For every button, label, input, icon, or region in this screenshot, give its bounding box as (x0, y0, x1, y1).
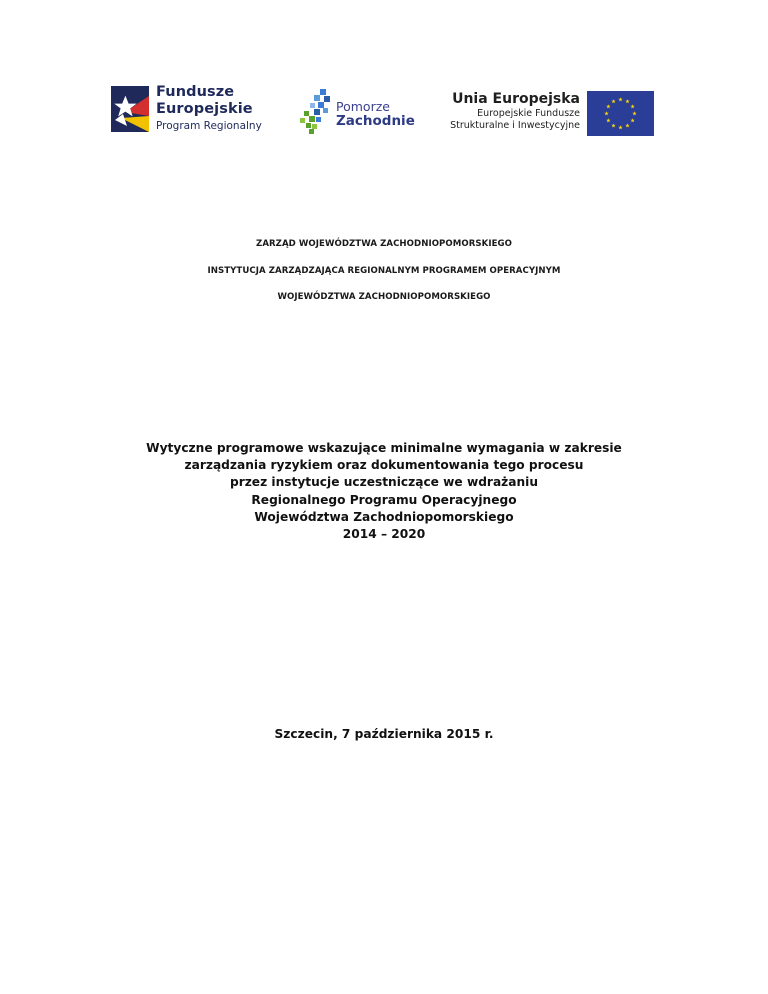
pomorze-zachodnie-emblem-icon (298, 89, 334, 135)
unia-line1: Unia Europejska (452, 91, 580, 107)
header-line-institution: INSTYTUCJA ZARZĄDZAJĄCA REGIONALNYM PROGRAMEM OPERACYJNYM (207, 266, 561, 276)
pomorze-zachodnie-logo (298, 89, 415, 135)
unia-line2: Europejskie Fundusze (477, 108, 580, 119)
header-line-voivodeship: WOJEWÓDZTWA ZACHODNIOPOMORSKIEGO (277, 292, 491, 302)
fundusze-line1: Fundusze (156, 84, 235, 100)
header-line-board: ZARZĄD WOJEWÓDZTWA ZACHODNIOPOMORSKIEGO (256, 239, 512, 249)
place-and-date: Szczecin, 7 października 2015 r. (274, 727, 494, 741)
fundusze-line3: Program Regionalny (156, 120, 262, 132)
title-line: zarządzania ryzykiem oraz dokumentowania tego procesu (184, 458, 584, 473)
fundusze-line2: Europejskie (156, 101, 253, 117)
fundusze-europejskie-logo (111, 84, 271, 136)
title-line: Województwa Zachodniopomorskiego (254, 509, 514, 524)
pomorze-line1: Pomorze (336, 99, 390, 114)
pomorze-zachodnie-text (336, 100, 415, 129)
eu-flag-icon (587, 91, 654, 136)
document-title (0, 440, 768, 543)
unia-europejska-text-block (440, 90, 580, 140)
title-line: Regionalnego Programu Operacyjnego (251, 492, 517, 507)
title-line: Wytyczne programowe wskazujące minimalne wymagania w zakresie (146, 441, 622, 455)
fundusze-europejskie-text (156, 84, 262, 134)
unia-line3: Strukturalne i Inwestycyjne (450, 120, 580, 131)
title-line: 2014 – 2020 (342, 527, 426, 542)
fundusze-europejskie-emblem-icon (111, 86, 149, 132)
title-line: przez instytucje uczestniczące we wdrażaniu (229, 475, 539, 490)
pomorze-line2: Zachodnie (336, 113, 415, 129)
